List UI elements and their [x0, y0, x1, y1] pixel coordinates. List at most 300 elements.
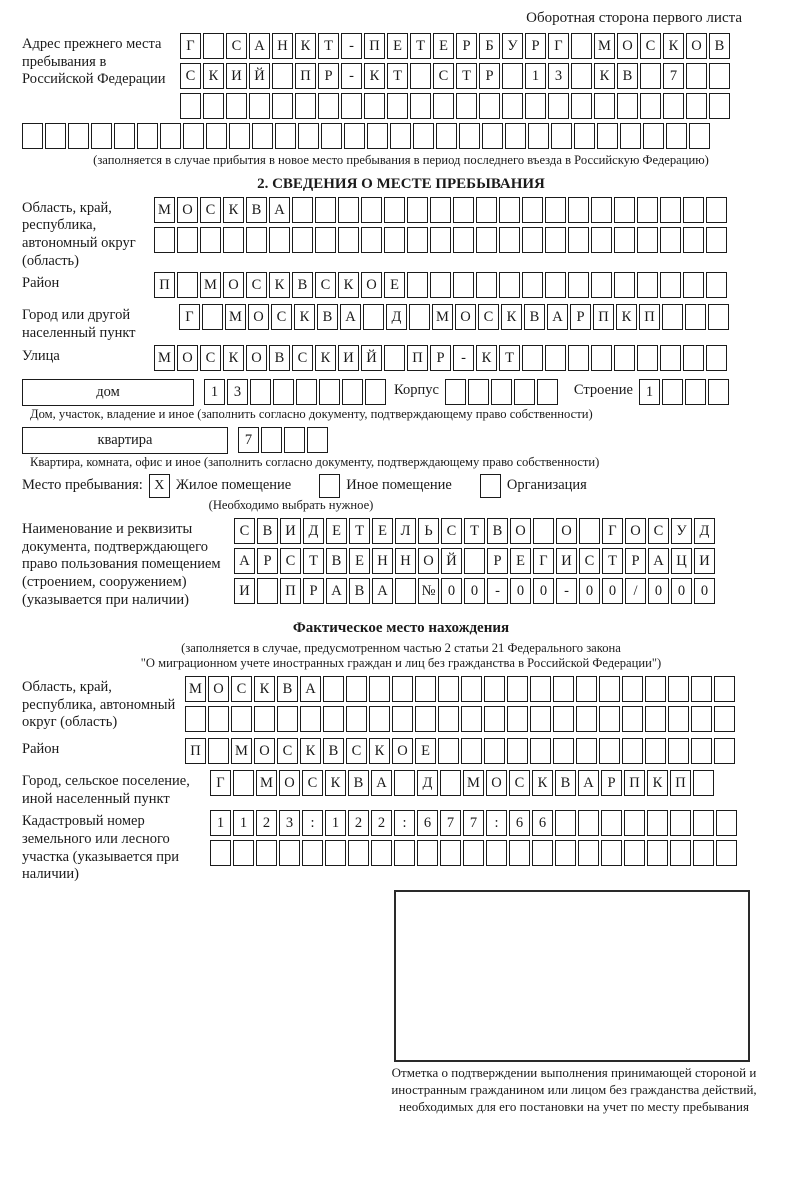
char-cell: [591, 272, 612, 298]
char-cell: [666, 123, 687, 149]
char-cell: [670, 810, 691, 836]
char-cell: Г: [180, 33, 201, 59]
char-cell: [206, 123, 227, 149]
char-cell: С: [579, 548, 600, 574]
char-cell: 0: [464, 578, 485, 604]
char-cell: [614, 272, 635, 298]
char-cell: [365, 379, 386, 405]
char-cell: [622, 676, 643, 702]
char-cell: С: [271, 304, 292, 330]
char-cell: [576, 676, 597, 702]
char-cell: [453, 272, 474, 298]
char-cell: [296, 379, 317, 405]
char-cell: [507, 676, 528, 702]
char-cell: [530, 676, 551, 702]
char-cell: [361, 197, 382, 223]
option-inoe-label: Иное помещение: [346, 477, 452, 494]
char-cell: 3: [548, 63, 569, 89]
char-cell: [691, 676, 712, 702]
char-cell: В: [246, 197, 267, 223]
char-cell: [415, 706, 436, 732]
char-cell: [617, 93, 638, 119]
char-cell: [502, 63, 523, 89]
char-cell: [384, 345, 405, 371]
char-cell: С: [292, 345, 313, 371]
char-cell: П: [185, 738, 206, 764]
char-cell: [693, 840, 714, 866]
char-cell: [476, 197, 497, 223]
char-cell: [300, 706, 321, 732]
char-cell: [668, 706, 689, 732]
stamp-area: [22, 890, 780, 1116]
char-cell: [568, 272, 589, 298]
char-cell: [409, 304, 430, 330]
char-cell: К: [223, 197, 244, 223]
char-cell: [706, 227, 727, 253]
char-cell: [202, 304, 223, 330]
char-cell: [683, 272, 704, 298]
char-cell: [499, 197, 520, 223]
char-cell: Г: [210, 770, 231, 796]
char-cell: [338, 197, 359, 223]
char-cell: 0: [602, 578, 623, 604]
char-cell: [307, 427, 328, 453]
char-cell: Т: [349, 518, 370, 544]
char-cell: [533, 518, 554, 544]
char-cell: Д: [386, 304, 407, 330]
char-cell: 3: [279, 810, 300, 836]
char-cell: [257, 578, 278, 604]
char-cell: Т: [387, 63, 408, 89]
char-cell: [708, 379, 729, 405]
char-cell: О: [617, 33, 638, 59]
char-cell: М: [154, 345, 175, 371]
ulitsa-label: Улица: [22, 347, 60, 364]
char-cell: [645, 676, 666, 702]
char-cell: Б: [479, 33, 500, 59]
char-cell: [686, 63, 707, 89]
char-cell-row: [154, 345, 780, 372]
char-cell: [341, 93, 362, 119]
option-organizatsiya-label: Организация: [506, 477, 587, 494]
korpus-label: Корпус: [394, 381, 439, 398]
char-cell: [369, 706, 390, 732]
char-cell: [325, 840, 346, 866]
char-cell: О: [392, 738, 413, 764]
char-cell: К: [295, 33, 316, 59]
char-cell: [537, 379, 558, 405]
char-cell: [578, 840, 599, 866]
char-cell: Р: [570, 304, 591, 330]
char-cell: [525, 93, 546, 119]
char-cell: [261, 427, 282, 453]
char-cell: 0: [579, 578, 600, 604]
char-cell: Р: [430, 345, 451, 371]
char-cell: [706, 272, 727, 298]
char-cell: [463, 840, 484, 866]
char-cell: М: [185, 676, 206, 702]
char-cell: [545, 345, 566, 371]
char-cell: [662, 379, 683, 405]
char-cell: [576, 738, 597, 764]
char-cell: [599, 676, 620, 702]
char-cell: А: [372, 578, 393, 604]
char-cell: [208, 738, 229, 764]
char-cell: К: [203, 63, 224, 89]
char-cell: [154, 227, 175, 253]
char-cell: 1: [204, 379, 225, 405]
char-cell: [456, 93, 477, 119]
char-cell: 2: [371, 810, 392, 836]
char-cell: К: [294, 304, 315, 330]
kvartira-type-box: квартира: [22, 427, 228, 454]
char-cell: Р: [303, 578, 324, 604]
char-cell-row: [179, 304, 780, 331]
char-cell: [571, 93, 592, 119]
char-cell: С: [234, 518, 255, 544]
char-cell: А: [326, 578, 347, 604]
fact-location-title: Фактическое место нахождения: [292, 619, 510, 636]
char-cell: Д: [417, 770, 438, 796]
char-cell: [68, 123, 89, 149]
char-cell-row: [204, 379, 388, 406]
rayon-block: [22, 272, 780, 302]
char-cell: [522, 197, 543, 223]
char-cell: [568, 345, 589, 371]
char-cell: Р: [625, 548, 646, 574]
char-cell: [272, 63, 293, 89]
char-cell: [548, 93, 569, 119]
char-cell: В: [524, 304, 545, 330]
char-cell: [499, 227, 520, 253]
dom-caption: Дом, участок, владение и иное (заполнить согласно документу, подтверждающему право собственности): [30, 406, 593, 421]
doc-block: [22, 518, 780, 609]
char-cell: А: [547, 304, 568, 330]
char-cell-row: [238, 427, 330, 454]
char-cell-row: [234, 578, 780, 605]
char-cell: [571, 33, 592, 59]
char-cell: [509, 840, 530, 866]
char-cell: 1: [525, 63, 546, 89]
char-cell: [292, 227, 313, 253]
char-cell: В: [292, 272, 313, 298]
char-cell: [640, 93, 661, 119]
char-cell: В: [349, 578, 370, 604]
char-cell: О: [486, 770, 507, 796]
char-cell: Е: [387, 33, 408, 59]
char-cell: О: [177, 345, 198, 371]
char-cell: [438, 676, 459, 702]
char-cell: [530, 706, 551, 732]
char-cell: [323, 676, 344, 702]
char-cell: [532, 840, 553, 866]
char-cell-row: [154, 227, 780, 254]
char-cell: [246, 227, 267, 253]
char-cell: [298, 123, 319, 149]
kadastr-block: [22, 810, 780, 884]
char-cell: И: [226, 63, 247, 89]
char-cell: [660, 197, 681, 223]
char-cell: Р: [456, 33, 477, 59]
char-cell: И: [280, 518, 301, 544]
char-cell: О: [418, 548, 439, 574]
char-cell: О: [248, 304, 269, 330]
char-cell: [689, 123, 710, 149]
char-cell: [364, 93, 385, 119]
char-cell: А: [340, 304, 361, 330]
char-cell: О: [556, 518, 577, 544]
char-cell: [461, 676, 482, 702]
char-cell: [363, 304, 384, 330]
char-cell: А: [269, 197, 290, 223]
char-cell: Т: [410, 33, 431, 59]
char-cell-row: [639, 379, 731, 406]
char-cell: Г: [179, 304, 200, 330]
char-cell: [392, 676, 413, 702]
char-cell: [275, 123, 296, 149]
choose-caption: (Необходимо выбрать нужное): [208, 498, 374, 513]
char-cell: [484, 676, 505, 702]
char-cell: [200, 227, 221, 253]
char-cell: [436, 123, 457, 149]
char-cell: [417, 840, 438, 866]
char-cell: [137, 123, 158, 149]
char-cell: О: [361, 272, 382, 298]
char-cell-row: [210, 770, 780, 797]
char-cell: Р: [601, 770, 622, 796]
char-cell: У: [671, 518, 692, 544]
char-cell: К: [594, 63, 615, 89]
char-cell: С: [231, 676, 252, 702]
char-cell: [384, 227, 405, 253]
char-cell: С: [648, 518, 669, 544]
char-cell: И: [556, 548, 577, 574]
char-cell: М: [154, 197, 175, 223]
char-cell: В: [326, 548, 347, 574]
char-cell: Е: [384, 272, 405, 298]
fact-location-caption1: (заполняется в случае, предусмотренном частью 2 статьи 21 Федерального закона: [181, 640, 621, 655]
char-cell: 7: [238, 427, 259, 453]
char-cell-row: [180, 93, 780, 120]
char-cell: [683, 227, 704, 253]
char-cell: Е: [415, 738, 436, 764]
char-cell: Т: [303, 548, 324, 574]
char-cell: [226, 93, 247, 119]
char-cell: [637, 227, 658, 253]
char-cell: [594, 93, 615, 119]
char-cell: [445, 379, 466, 405]
char-cell: [555, 840, 576, 866]
char-cell: [407, 227, 428, 253]
prev-address-label: Адрес прежнего места пребывания в Российской Федерации: [22, 36, 166, 88]
char-cell: [668, 676, 689, 702]
char-cell: [160, 123, 181, 149]
gorod2-label: Город, сельское поселение, иной населенный пункт: [22, 772, 190, 807]
gorod-block: [22, 304, 780, 342]
char-cell: [479, 93, 500, 119]
char-cell: П: [407, 345, 428, 371]
char-cell: К: [223, 345, 244, 371]
char-cell: [273, 379, 294, 405]
char-cell: М: [594, 33, 615, 59]
char-cell: [277, 706, 298, 732]
char-cell: Р: [318, 63, 339, 89]
char-cell-row: [185, 706, 780, 733]
stroenie-label: Строение: [573, 381, 633, 398]
char-cell: [468, 379, 489, 405]
char-cell: С: [433, 63, 454, 89]
char-cell: С: [478, 304, 499, 330]
checkbox-inoe: [319, 474, 340, 498]
char-cell: С: [277, 738, 298, 764]
char-cell: [295, 93, 316, 119]
char-cell: [706, 345, 727, 371]
char-cell: Г: [602, 518, 623, 544]
char-cell: [706, 197, 727, 223]
char-cell: [476, 227, 497, 253]
char-cell-row: [185, 738, 780, 765]
char-cell: [693, 810, 714, 836]
char-cell: С: [640, 33, 661, 59]
char-cell: [321, 123, 342, 149]
char-cell: В: [323, 738, 344, 764]
char-cell: О: [254, 738, 275, 764]
char-cell: [545, 227, 566, 253]
char-cell: [597, 123, 618, 149]
char-cell: [256, 840, 277, 866]
char-cell: [342, 379, 363, 405]
char-cell: 1: [639, 379, 660, 405]
char-cell: [415, 676, 436, 702]
char-cell: Т: [318, 33, 339, 59]
rayon2-block: [22, 738, 780, 768]
char-cell: [284, 427, 305, 453]
char-cell: 0: [694, 578, 715, 604]
char-cell: 2: [348, 810, 369, 836]
char-cell: [464, 548, 485, 574]
gorod-label: Город или другой населенный пункт: [22, 307, 136, 342]
char-cell: [210, 840, 231, 866]
char-cell: [714, 676, 735, 702]
char-cell: [591, 227, 612, 253]
char-cell: [272, 93, 293, 119]
char-cell: К: [616, 304, 637, 330]
char-cell: [269, 227, 290, 253]
char-cell: М: [432, 304, 453, 330]
char-cell: Р: [525, 33, 546, 59]
char-cell-row: [185, 676, 780, 703]
char-cell: [716, 840, 737, 866]
char-cell: [643, 123, 664, 149]
char-cell: К: [269, 272, 290, 298]
char-cell: Е: [372, 518, 393, 544]
char-cell: А: [371, 770, 392, 796]
char-cell-row: [234, 548, 780, 575]
char-cell: С: [180, 63, 201, 89]
char-cell: М: [200, 272, 221, 298]
char-cell: О: [510, 518, 531, 544]
char-cell: К: [501, 304, 522, 330]
char-cell: [686, 93, 707, 119]
char-cell: П: [280, 578, 301, 604]
char-cell: О: [208, 676, 229, 702]
char-cell: №: [418, 578, 439, 604]
char-cell: [369, 676, 390, 702]
char-cell: [614, 345, 635, 371]
char-cell: [453, 197, 474, 223]
char-cell: 2: [256, 810, 277, 836]
char-cell: [522, 345, 543, 371]
char-cell: А: [234, 548, 255, 574]
char-cell: [578, 810, 599, 836]
char-cell: [614, 227, 635, 253]
char-cell: [407, 272, 428, 298]
char-cell: У: [502, 33, 523, 59]
char-cell: [622, 738, 643, 764]
char-cell: С: [441, 518, 462, 544]
fact-location-caption2: "О миграционном учете иностранных граждан и лиц без гражданства в Российской Федерации"): [140, 656, 662, 671]
dom-row: [22, 379, 780, 406]
char-cell: В: [269, 345, 290, 371]
char-cell: [183, 123, 204, 149]
char-cell: Ц: [671, 548, 692, 574]
char-cell: О: [686, 33, 707, 59]
char-cell: Н: [272, 33, 293, 59]
char-cell: [387, 93, 408, 119]
char-cell: [528, 123, 549, 149]
char-cell: [229, 123, 250, 149]
char-cell: 0: [648, 578, 669, 604]
char-cell: [522, 272, 543, 298]
char-cell: [318, 93, 339, 119]
char-cell: [208, 706, 229, 732]
char-cell: [637, 272, 658, 298]
char-cell: [440, 770, 461, 796]
char-cell: [685, 304, 706, 330]
char-cell: И: [694, 548, 715, 574]
char-cell: [231, 706, 252, 732]
char-cell: С: [226, 33, 247, 59]
char-cell: [530, 738, 551, 764]
char-cell: -: [341, 63, 362, 89]
ulitsa-block: [22, 345, 780, 375]
char-cell: 0: [671, 578, 692, 604]
char-cell: Г: [548, 33, 569, 59]
region-label: Область, край, республика, автономный округ (область): [22, 199, 136, 269]
char-cell: -: [556, 578, 577, 604]
stay-type-row: [22, 474, 780, 498]
region-block: [22, 197, 780, 271]
char-cell-row: [154, 197, 780, 224]
char-cell: 1: [325, 810, 346, 836]
char-cell: Р: [479, 63, 500, 89]
char-cell: 6: [509, 810, 530, 836]
char-cell: -: [453, 345, 474, 371]
char-cell: К: [364, 63, 385, 89]
char-cell: [507, 738, 528, 764]
char-cell: Р: [487, 548, 508, 574]
char-cell: [685, 379, 706, 405]
char-cell: С: [246, 272, 267, 298]
char-cell: [440, 840, 461, 866]
char-cell: [545, 272, 566, 298]
char-cell: -: [487, 578, 508, 604]
char-cell: [691, 738, 712, 764]
char-cell: И: [234, 578, 255, 604]
char-cell: [302, 840, 323, 866]
char-cell: К: [647, 770, 668, 796]
char-cell: [708, 304, 729, 330]
